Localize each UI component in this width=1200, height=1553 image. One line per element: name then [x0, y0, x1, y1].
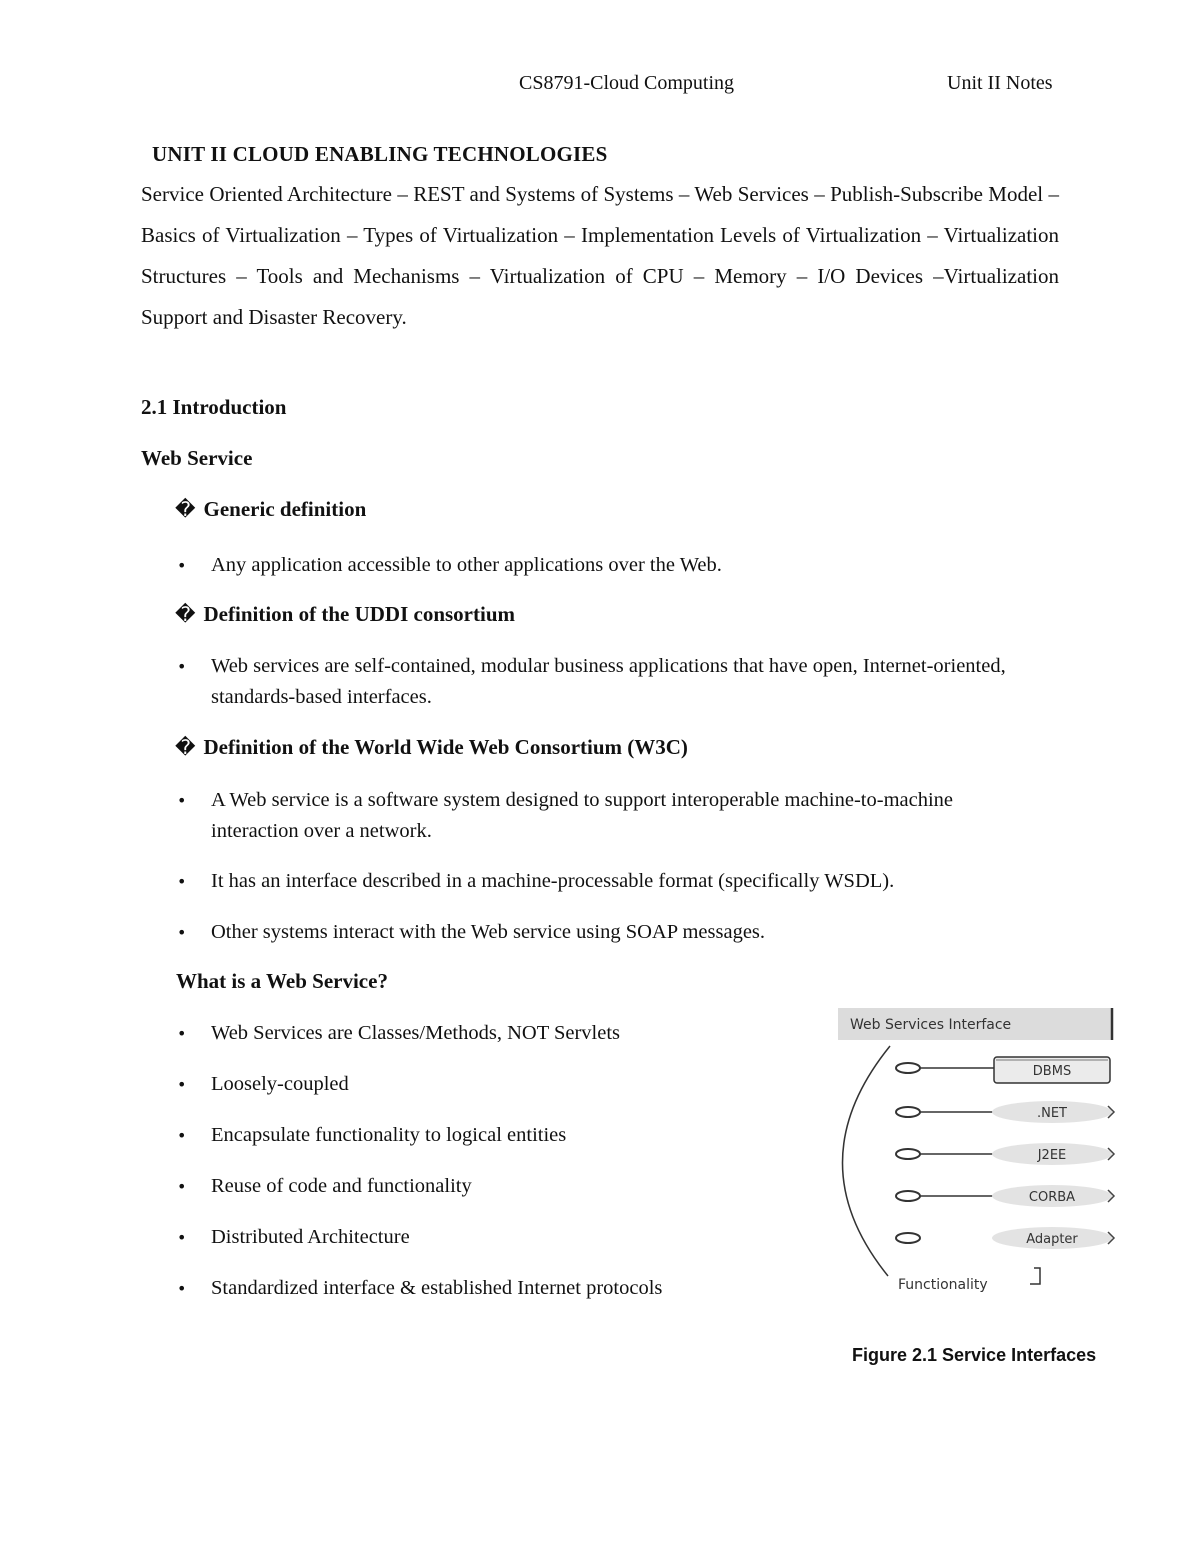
list-item-text: Web services are self-contained, modular business applications that have open, Internet-oriented, standards-based interfaces. — [211, 655, 1006, 708]
bullet-icon: • — [177, 1279, 187, 1298]
component-label: DBMS — [1032, 1064, 1072, 1079]
header-unit: Unit II Notes — [947, 72, 1053, 94]
functionality-label: Functionality — [898, 1277, 988, 1293]
bullet-icon: • — [177, 556, 187, 575]
bullet-icon: • — [177, 1024, 187, 1043]
unit-title: UNIT II CLOUD ENABLING TECHNOLOGIES — [152, 142, 608, 166]
connector-circle — [896, 1191, 920, 1201]
list-item-text: It has an interface described in a machine-processable format (specifically WSDL). — [211, 870, 895, 892]
component-label: .NET — [1036, 1106, 1068, 1121]
bullet-icon: • — [177, 791, 187, 810]
interface-label: Web Services Interface — [850, 1017, 1012, 1033]
header-course: CS8791-Cloud Computing — [519, 72, 735, 94]
list-item-text: Encapsulate functionality to logical entities — [211, 1124, 567, 1146]
component-label: Adapter — [1026, 1232, 1078, 1247]
service-interfaces-diagram — [826, 1002, 1126, 1302]
replacement-char-icon: � — [175, 602, 196, 626]
component-label: J2EE — [1037, 1148, 1067, 1163]
list-item-text: Any application accessible to other applications over the Web. — [211, 554, 722, 576]
connector-circle — [896, 1233, 920, 1243]
connector-circle — [896, 1063, 920, 1073]
definition-heading-label: Generic definition — [203, 497, 367, 521]
syllabus-paragraph: Service Oriented Architecture – REST and Systems of Systems – Web Services – Publish-Subscribe Model – Basics of Virtualization – Types of Virtualization – Implementation Levels of Virtualization – Virtualization Structures – Tools and Mechanisms – Virtualization of CPU – Memory – I/O Devices –Virtualization Support and Disaster Recovery. — [141, 182, 1059, 329]
list-item-text: Standardized interface & established Internet protocols — [211, 1277, 663, 1299]
list-item-text: Other systems interact with the Web service using SOAP messages. — [211, 921, 766, 943]
replacement-char-icon: � — [175, 735, 196, 759]
connector-circle — [896, 1107, 920, 1117]
bullet-icon: • — [177, 1126, 187, 1145]
list-item-text: Web Services are Classes/Methods, NOT Servlets — [211, 1022, 621, 1044]
section-subheading: Web Service — [141, 446, 253, 470]
section-heading: 2.1 Introduction — [141, 395, 287, 419]
functionality-curve — [842, 1046, 890, 1276]
bullet-icon: • — [177, 923, 187, 942]
bullet-icon: • — [177, 1075, 187, 1094]
bracket-icon — [1030, 1268, 1040, 1284]
bullet-icon: • — [177, 872, 187, 891]
list-item-text: Reuse of code and functionality — [211, 1175, 472, 1197]
bullet-icon: • — [177, 1177, 187, 1196]
connector-circle — [896, 1149, 920, 1159]
list-item-text: Distributed Architecture — [211, 1226, 410, 1248]
list-item-text: A Web service is a software system designed to support interoperable machine-to-machine interaction over a network. — [211, 789, 954, 842]
bullet-icon: • — [177, 1228, 187, 1247]
component-label: CORBA — [1028, 1190, 1076, 1205]
definition-heading-label: Definition of the World Wide Web Consortium (W3C) — [203, 735, 688, 759]
what-is-heading: What is a Web Service? — [176, 969, 388, 993]
definition-heading-uddi — [175, 602, 515, 627]
bullet-icon: • — [177, 657, 187, 676]
definition-heading-label: Definition of the UDDI consortium — [203, 602, 515, 626]
definition-heading-generic — [175, 497, 366, 522]
figure-caption: Figure 2.1 Service Interfaces — [852, 1345, 1097, 1365]
replacement-char-icon: � — [175, 497, 196, 521]
list-item-text: Loosely-coupled — [211, 1073, 349, 1095]
definition-heading-w3c — [175, 735, 688, 760]
